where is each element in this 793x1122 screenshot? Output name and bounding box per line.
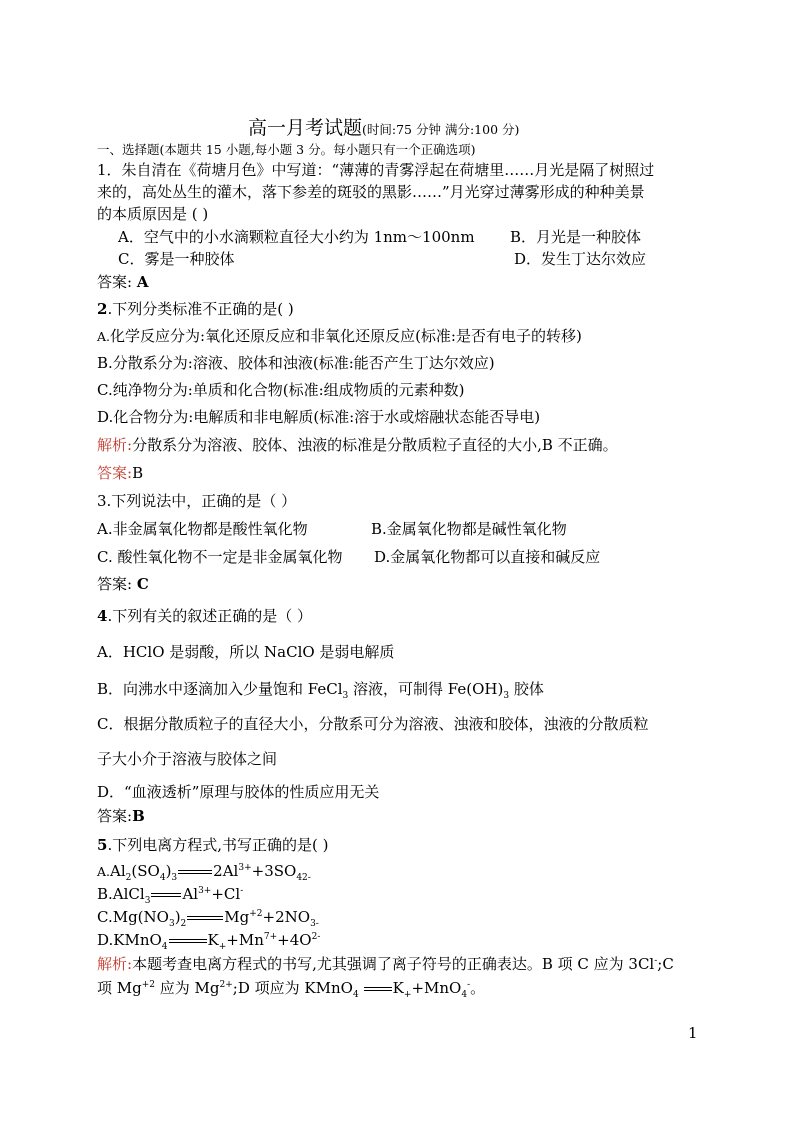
question-number: 5 <box>97 836 108 854</box>
superscript: - <box>240 886 244 896</box>
question-number: 4 <box>97 607 108 625</box>
formula-text: 2Al <box>213 862 239 880</box>
subscript: 4 <box>161 942 168 952</box>
subscript: 4 <box>461 990 468 1000</box>
q2-option-a-text: 化学反应分为:氧化还原反应和非氧化还原反应(标准:是否有电子的转移) <box>110 327 582 345</box>
q5-analysis-text: 。 <box>470 979 486 997</box>
q5-analysis-text: ;C <box>657 955 674 973</box>
option-letter: A. <box>97 329 111 344</box>
subscript: + <box>218 942 227 952</box>
q4-option-b <box>97 679 544 699</box>
q5-analysis-text: ;D 项应为 KMnO <box>232 979 353 997</box>
q4-option-b-text: B．向沸水中逐滴加入少量饱和 FeCl <box>97 680 343 698</box>
q5-option-a <box>97 861 311 882</box>
q2-option-a <box>97 326 582 347</box>
q5-analysis-line1 <box>97 954 674 974</box>
q4-option-b-text2: 溶液，可制得 Fe(OH) <box>348 680 504 698</box>
formula-text: B.AlCl <box>97 885 145 903</box>
formula-text: ) <box>174 908 181 926</box>
question-number: 2 <box>97 300 108 318</box>
subscript: 3 <box>168 919 175 929</box>
q4-option-b-text3: 胶体 <box>509 680 544 698</box>
q4-option-c-line2: 子大小介于溶液与胶体之间 <box>97 750 278 768</box>
superscript: 2- <box>311 932 321 942</box>
q1-option-b: B．月光是一种胶体 <box>510 228 642 246</box>
subscript: + <box>403 990 412 1000</box>
exam-title: 高一月考试题 <box>248 117 363 139</box>
q3-answer <box>97 574 149 594</box>
q1-stem-line1: 1．朱自清在《荷塘月色》中写道：“薄薄的青雾浮起在荷塘里……月光是隔了树照过 <box>97 161 655 179</box>
q1-option-c: C．雾是一种胶体 <box>118 250 235 268</box>
formula-text: Mg <box>224 908 250 926</box>
q3-option-d: D.金属氧化物都可以直接和碱反应 <box>374 548 601 566</box>
equals-sign <box>151 893 181 897</box>
formula-text: +4O <box>277 931 312 949</box>
q5-option-c <box>97 907 319 927</box>
superscript: +2 <box>249 909 263 919</box>
subscript: 4 <box>159 873 166 883</box>
subscript: 3 <box>144 896 151 906</box>
q4-option-d: D．“血液透析”原理与胶体的性质应用无关 <box>97 783 380 801</box>
q2-analysis-text: 分散系分为溶液、胶体、浊液的标准是分散质粒子直径的大小,B 不正确。 <box>132 436 618 454</box>
q5-analysis-text: K <box>392 979 404 997</box>
formula-text: ) <box>165 862 172 880</box>
answer-label: 答案: <box>97 273 137 291</box>
q4-stem-text: .下列有关的叙述正确的是（ ） <box>107 607 312 625</box>
formula-text: K <box>207 931 219 949</box>
q5-analysis-text: +MnO <box>411 979 462 997</box>
equals-sign <box>364 987 392 991</box>
subscript: 2 <box>180 919 187 929</box>
q2-stem-text: .下列分类标准不正确的是( ) <box>107 300 294 318</box>
subscript: 3- <box>310 919 319 929</box>
answer-value: C <box>136 575 149 593</box>
superscript: 3+ <box>198 886 212 896</box>
formula-text: Al <box>110 862 126 880</box>
subscript: 4 <box>352 990 359 1000</box>
equals-sign <box>187 916 223 920</box>
answer-value: B <box>132 807 145 825</box>
superscript: 2+ <box>219 980 233 990</box>
page-number: 1 <box>688 1024 698 1042</box>
subscript: 3 <box>503 691 510 701</box>
equals-sign <box>169 939 207 943</box>
q5-option-d <box>97 930 320 950</box>
answer-label: 答案: <box>97 464 133 482</box>
formula-text: Al <box>182 885 199 903</box>
q1-option-a: A．空气中的小水滴颗粒直径大小约为 1nm～100nm <box>118 228 475 246</box>
formula-text: +Mn <box>226 931 264 949</box>
superscript: +2 <box>141 980 156 990</box>
formula-text: D.KMnO <box>97 931 162 949</box>
superscript: - <box>467 980 471 990</box>
q3-option-b: B.金属氧化物都是碱性氧化物 <box>371 520 567 538</box>
exam-subtitle: (时间:75 分钟 满分:100 分) <box>362 122 520 137</box>
q2-option-d: D.化合物分为:电解质和非电解质(标准:溶于水或熔融状态能否导电) <box>97 408 541 426</box>
q5-analysis-text: 应为 Mg <box>155 979 220 997</box>
analysis-label: 解析: <box>97 436 133 454</box>
q2-option-b: B.分散系分为:溶液、胶体和浊液(标准:能否产生丁达尔效应) <box>97 354 495 372</box>
q5-analysis-text: 本题考查电离方程式的书写,尤其强调了离子符号的正确表达。B 项 C 应为 3Cl <box>132 955 655 973</box>
q4-answer <box>97 806 145 826</box>
q1-answer <box>97 272 148 292</box>
answer-label: 答案: <box>97 575 137 593</box>
q3-stem: 3.下列说法中，正确的是（ ） <box>97 492 297 510</box>
q2-option-c: C.纯净物分为:单质和化合物(标准:组成物质的元素种数) <box>97 381 465 399</box>
subscript: 3 <box>342 691 349 701</box>
subscript: 3 <box>171 873 178 883</box>
subscript: 42- <box>296 873 311 883</box>
q4-option-c-line1: C．根据分散质粒子的直径大小，分散系可分为溶液、浊液和胶体，浊液的分散质粒 <box>97 715 649 733</box>
equals-sign <box>178 870 212 874</box>
q1-stem-line2: 来的，高处丛生的灌木，落下参差的斑驳的黑影……”月光穿过薄雾形成的种种美景 <box>97 183 645 201</box>
superscript: - <box>654 956 658 966</box>
q5-analysis-text: 项 Mg <box>97 979 142 997</box>
formula-text: +2NO <box>262 908 311 926</box>
superscript: 7+ <box>263 932 278 942</box>
page-title <box>248 113 519 140</box>
formula-text: (SO <box>131 862 160 880</box>
q1-option-d: D．发生丁达尔效应 <box>514 250 647 268</box>
q2-analysis <box>97 435 618 455</box>
formula-text: +3SO <box>251 862 297 880</box>
answer-value: B <box>132 464 144 482</box>
q2-stem <box>97 299 294 319</box>
option-letter: A. <box>97 864 111 879</box>
section-heading: 一、选择题(本题共 15 小题,每小题 3 分。每小题只有一个正确选项) <box>97 142 476 157</box>
superscript: 3+ <box>238 863 252 873</box>
analysis-label: 解析: <box>97 955 133 973</box>
q3-option-c: C. 酸性氧化物不一定是非金属氧化物 <box>97 548 343 566</box>
q3-option-a: A.非金属氧化物都是酸性氧化物 <box>97 520 308 538</box>
subscript: 2 <box>125 873 132 883</box>
q1-stem-line3: 的本质原因是 ( ) <box>97 205 209 223</box>
q5-analysis-line2 <box>97 978 485 998</box>
answer-label: 答案: <box>97 807 133 825</box>
q2-answer <box>97 463 143 483</box>
formula-text: C.Mg(NO <box>97 908 169 926</box>
q4-option-a: A．HClO 是弱酸，所以 NaClO 是弱电解质 <box>97 643 395 661</box>
formula-text: +Cl <box>211 885 241 903</box>
q4-stem <box>97 606 312 626</box>
q5-option-b <box>97 884 243 904</box>
q5-stem <box>97 835 328 855</box>
q5-stem-text: .下列电离方程式,书写正确的是( ) <box>107 836 329 854</box>
answer-value: A <box>136 273 149 291</box>
